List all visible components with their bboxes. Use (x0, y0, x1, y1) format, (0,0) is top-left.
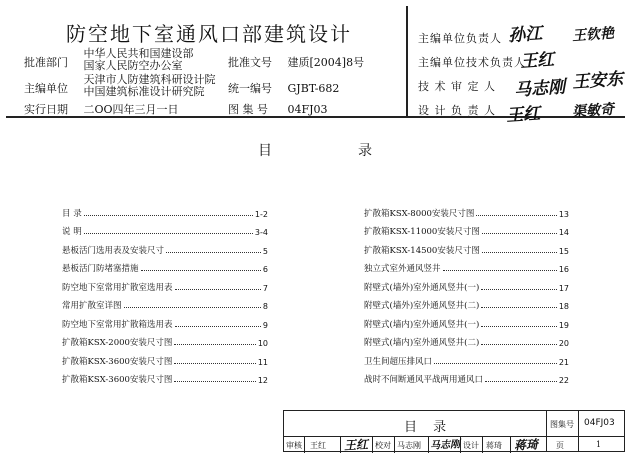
toc-item-page: 16 (558, 265, 569, 274)
atlas-no-row (228, 101, 328, 117)
toc-leader-dots (174, 344, 255, 345)
resp-row-2: 主编单位技术负责人 (418, 56, 526, 69)
toc-item (364, 293, 569, 312)
title-block-atlas-label: 图集号 (550, 420, 574, 429)
toc-item (62, 219, 268, 238)
resp-row-3: 技 术 审 定 人 (418, 80, 496, 93)
toc-item (364, 311, 569, 330)
toc-item-page: 9 (262, 320, 268, 330)
toc-item-title: 防空地下室常用扩散室选用表 (62, 282, 173, 293)
impl-date-row (24, 101, 179, 117)
toc-item-title: 扩散箱KSX-14500安装尺寸图 (364, 245, 480, 256)
toc-item-title: 防空地下室常用扩散箱选用表 (62, 319, 173, 330)
toc-item (364, 200, 569, 219)
toc-item (62, 293, 268, 312)
atlas-no-value: 04FJ03 (287, 103, 328, 116)
toc-item-page: 17 (558, 283, 569, 293)
resp-row-1: 主编单位负责人 (418, 32, 502, 45)
approval-dept-value (84, 48, 194, 72)
signature-4a: 王红 (505, 103, 541, 127)
toc-leader-dots (434, 363, 557, 364)
review-label: 审核 (286, 441, 302, 450)
design-label: 设计 (463, 441, 479, 450)
approval-dept-line-1: 中华人民共和国建设部 (83, 47, 194, 60)
toc-item-title: 附壁式(墙内)室外通风竖井(二) (364, 338, 480, 348)
unified-no-label: 统一编号 (228, 82, 272, 95)
title-block-vline (546, 411, 547, 451)
toc-item-page: 21 (558, 357, 569, 367)
title-block-vline (460, 436, 461, 453)
chief-unit-row (24, 74, 216, 98)
resp-row-4: 设 计 负 责 人 (418, 104, 496, 117)
toc-heading-right: 录 (358, 143, 374, 159)
toc-item (62, 311, 268, 330)
toc-heading-left: 目 (258, 143, 274, 159)
title-block-vline (578, 411, 579, 451)
toc-item-page: 8 (262, 302, 268, 311)
review-signature: 王红 (343, 437, 369, 453)
toc-leader-dots (166, 252, 261, 253)
impl-date-value: 二OO四年三月一日 (83, 103, 179, 116)
toc-item-title: 目 录 (62, 208, 82, 219)
toc-leader-dots (174, 363, 255, 364)
toc-item (62, 348, 268, 367)
header-divider (406, 6, 408, 118)
toc-item-title: 附壁式(墙外)室外通风竖井(二) (364, 301, 480, 311)
title-block-vline (482, 436, 483, 453)
toc-item-page: 7 (262, 283, 268, 293)
toc-item-title: 扩散箱KSX-11000安装尺寸图 (364, 227, 480, 237)
impl-date-label: 实行日期 (24, 103, 68, 116)
signature-3a: 马志刚 (513, 77, 566, 101)
chief-unit-line-2: 中国建筑标准设计研究院 (83, 85, 205, 98)
toc-item-page: 15 (558, 246, 569, 256)
toc-item (364, 274, 569, 293)
atlas-title: 防空地下室通风口部建筑设计 (66, 22, 352, 46)
check-signature: 马志刚 (429, 439, 461, 452)
toc-item-title: 扩散箱KSX-8000安装尺寸图 (364, 208, 475, 219)
toc-item-page: 14 (558, 228, 569, 237)
toc-leader-dots (485, 381, 557, 382)
toc-item-title: 说 明 (62, 227, 82, 237)
toc-item-page: 11 (257, 357, 268, 367)
toc-leader-dots (175, 289, 261, 290)
toc-item (364, 219, 569, 238)
signature-1a: 孙江 (507, 23, 543, 47)
title-block-atlas-value: 04FJ03 (584, 418, 615, 428)
signature-2a: 王红 (519, 49, 555, 73)
approval-dept-line-2: 国家人民防空办公室 (83, 59, 183, 72)
title-block-vline (304, 436, 305, 453)
title-block-vline (340, 436, 341, 453)
toc-item-title: 附壁式(墙外)室外通风竖井(一) (364, 282, 480, 293)
toc-right-column (364, 200, 569, 385)
toc-item (62, 256, 268, 275)
toc-item-title: 常用扩散室详图 (62, 301, 122, 311)
toc-item-title: 卫生间超压排风口 (364, 356, 433, 367)
approval-doc-row (228, 54, 364, 70)
page-value: 1 (596, 440, 602, 449)
unified-no-value: GJBT-682 (287, 82, 340, 95)
toc-leader-dots (482, 252, 557, 253)
toc-item-page: 6 (262, 265, 268, 274)
toc-item (62, 274, 268, 293)
approval-dept-label: 批准部门 (24, 56, 68, 69)
toc-item-page: 5 (262, 246, 268, 256)
toc-item (364, 348, 569, 367)
review-name: 王红 (310, 441, 326, 450)
toc-item-page: 3-4 (254, 228, 268, 237)
toc-item-title: 战时不间断通风平战两用通风口 (364, 375, 484, 385)
toc-item (62, 200, 268, 219)
toc-item (62, 330, 268, 349)
toc-item (364, 256, 569, 275)
title-block-vline (372, 436, 373, 453)
title-block-vline (394, 436, 395, 453)
toc-item-title: 扩散箱KSX-2000安装尺寸图 (62, 338, 173, 348)
toc-leader-dots (481, 289, 557, 290)
toc-leader-dots (476, 215, 556, 216)
chief-unit-value (84, 74, 216, 98)
design-signature: 蒋琦 (513, 437, 539, 453)
toc-item-title: 悬板活门防堵塞措施 (62, 264, 139, 274)
toc-leader-dots (174, 381, 255, 382)
design-name: 蒋琦 (486, 441, 502, 450)
toc-leader-dots (141, 270, 261, 271)
toc-item (62, 367, 268, 386)
chief-unit-label: 主编单位 (24, 82, 68, 95)
page-label: 页 (556, 441, 564, 450)
toc-item-page: 12 (257, 376, 268, 385)
header-block (6, 6, 625, 127)
toc-leader-dots (175, 326, 261, 327)
check-name: 马志刚 (397, 441, 421, 450)
toc-leader-dots (481, 344, 557, 345)
toc-item-page: 1-2 (254, 209, 268, 219)
signature-1b: 王钦艳 (571, 25, 615, 45)
signature-3b: 王安东 (571, 69, 624, 93)
toc-item-title: 扩散箱KSX-3600安装尺寸图 (62, 356, 173, 367)
toc-item-title: 悬板活门选用表及安装尺寸 (62, 245, 165, 256)
toc-leader-dots (124, 307, 261, 308)
toc-item (364, 367, 569, 386)
atlas-no-label: 图 集 号 (228, 103, 268, 116)
title-block-vline (510, 436, 511, 453)
check-label: 校对 (375, 441, 391, 450)
signature-4b: 渠敏奇 (571, 101, 615, 121)
toc-item-page: 13 (558, 209, 569, 219)
toc-leader-dots (84, 233, 253, 234)
approval-doc-label: 批准文号 (228, 56, 272, 69)
toc-item-page: 22 (558, 376, 569, 385)
toc-item (364, 237, 569, 256)
chief-unit-line-1: 天津市人防建筑科研设计院 (83, 73, 216, 86)
toc-leader-dots (443, 270, 557, 271)
toc-item-title: 附壁式(墙内)室外通风竖井(一) (364, 319, 480, 330)
toc-leader-dots (481, 326, 557, 327)
toc-left-column (62, 200, 268, 385)
approval-dept-row (24, 48, 194, 72)
title-block-name: 目 录 (404, 420, 453, 435)
toc-item-title: 扩散箱KSX-3600安装尺寸图 (62, 375, 173, 385)
toc-item (62, 237, 268, 256)
title-block (283, 410, 625, 452)
toc-leader-dots (482, 233, 557, 234)
toc-item-title: 独立式室外通风竖井 (364, 264, 441, 274)
unified-no-row (228, 80, 339, 96)
approval-doc-value: 建质[2004]8号 (287, 56, 365, 69)
toc-item-page: 10 (257, 339, 268, 348)
toc-leader-dots (84, 215, 253, 216)
toc-item-page: 20 (558, 339, 569, 348)
toc-leader-dots (481, 307, 557, 308)
toc-item (364, 330, 569, 349)
toc-item-page: 18 (558, 302, 569, 311)
toc-item-page: 19 (558, 320, 569, 330)
